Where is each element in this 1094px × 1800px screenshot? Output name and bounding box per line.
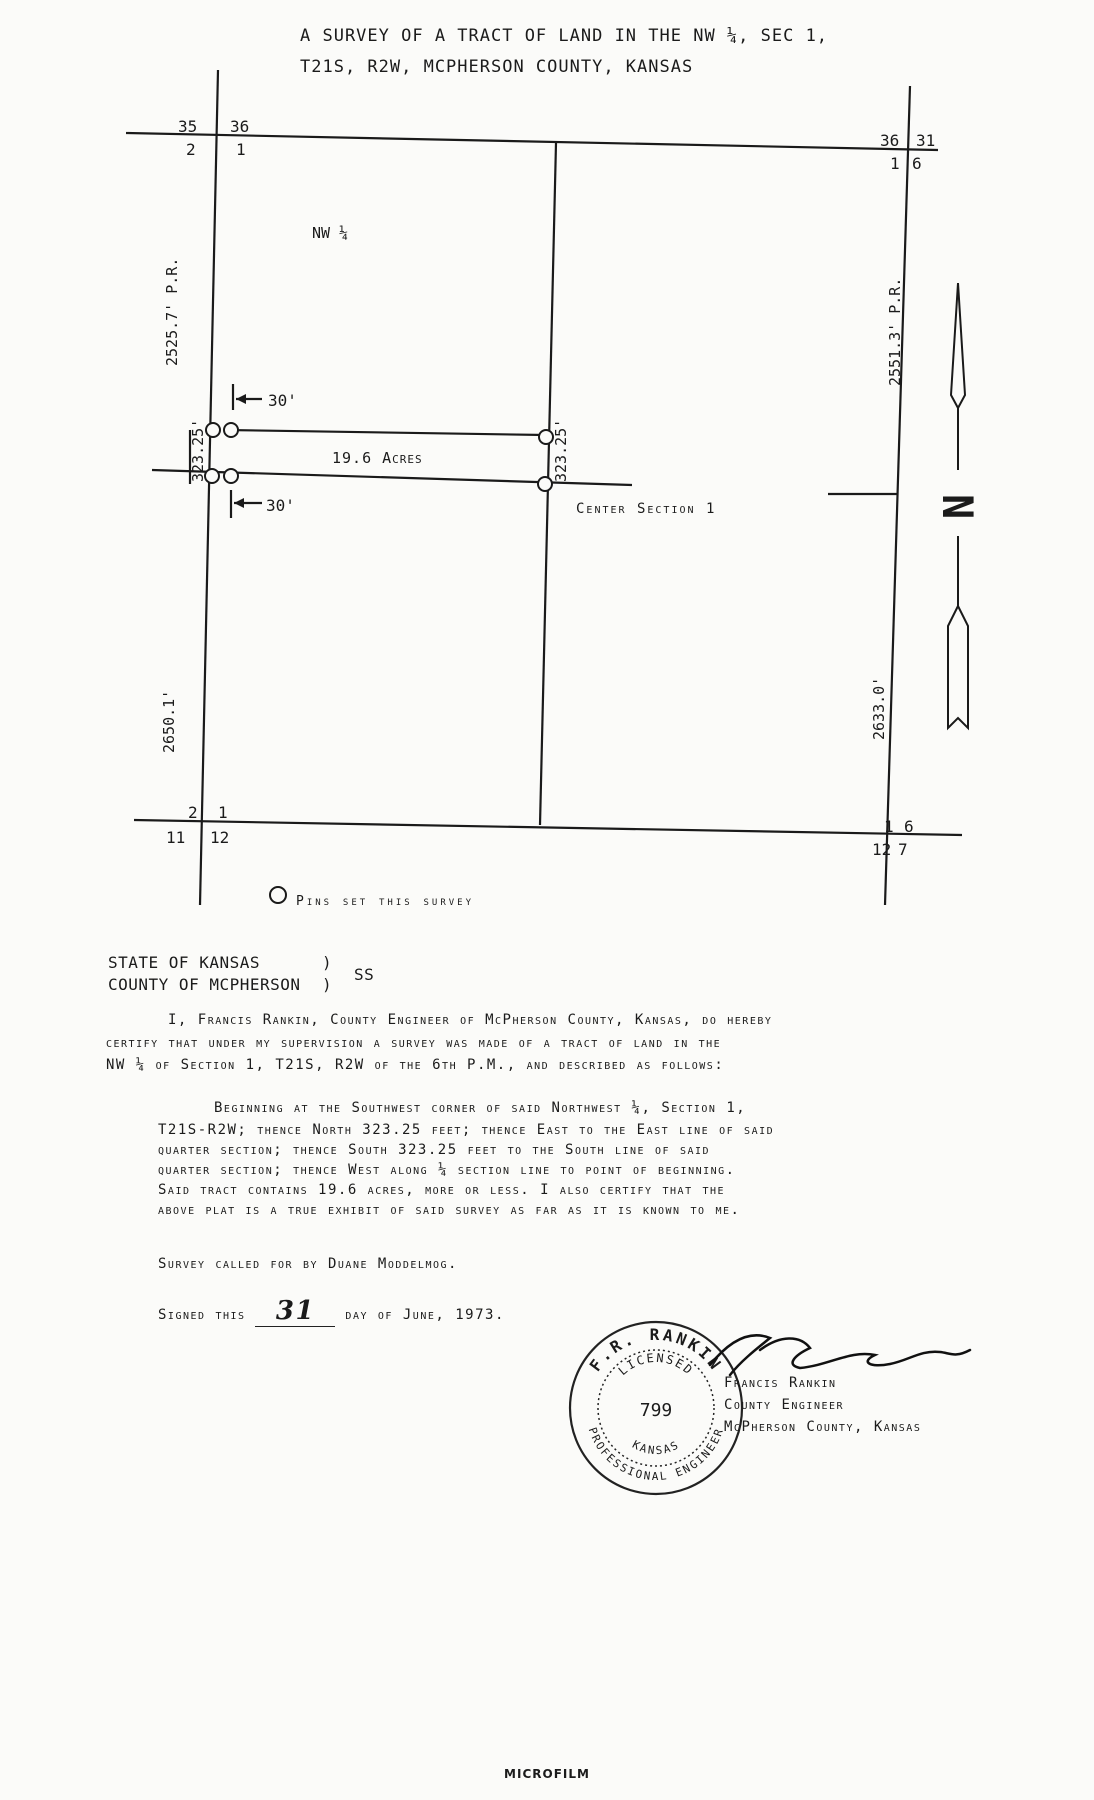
description-line-6: above plat is a true exhibit of said survey as far as it is known to me.: [158, 1202, 741, 1218]
pin-sw-1: [205, 469, 219, 483]
signed-prefix: Signed this: [158, 1307, 246, 1323]
west-line-lower-dim: 2650.1': [160, 689, 178, 753]
corner-sw-bl: 11: [166, 828, 186, 847]
south-section-line: [134, 820, 962, 835]
corner-nw-tr: 36: [230, 117, 250, 136]
corner-sw-tl: 2: [188, 803, 198, 822]
corner-nw-bl: 2: [186, 140, 196, 159]
corner-ne-tr: 31: [916, 131, 936, 150]
description-line-4: quarter section; thence West along ¼ section line to point of beginning.: [158, 1162, 736, 1178]
certificate-line-2: certify that under my supervision a survey was made of a tract of land in the: [106, 1035, 722, 1051]
east-line-upper-dim: 2551.3' P.R.: [886, 277, 904, 386]
tract-east-dim: 323.25': [552, 418, 570, 482]
west-section-line: [200, 70, 218, 905]
microfilm-stamp: MICROFILM: [504, 1767, 590, 1781]
title-line-1: A SURVEY OF A TRACT OF LAND IN THE NW ¼, SEC 1,: [300, 26, 829, 46]
pin-sw-2: [224, 469, 238, 483]
offset-arrow-bottom: [234, 498, 244, 508]
venue-county: COUNTY OF MCPHERSON: [108, 975, 301, 994]
title-line-2: T21S, R2W, MCPHERSON COUNTY, KANSAS: [300, 57, 694, 77]
corner-se-tl: 1: [884, 817, 894, 836]
corner-sw-br: 12: [210, 828, 230, 847]
north-label: N: [933, 494, 982, 520]
offset-bottom-label: 30': [266, 496, 295, 515]
tract-north-line: [226, 430, 545, 435]
description-line-3: quarter section; thence South 323.25 feet to the South line of said: [158, 1142, 711, 1158]
certificate-line-3: NW ¼ of Section 1, T21S, R2W of the 6th P.M., and described as follows:: [106, 1057, 725, 1073]
signatory-title: County Engineer: [724, 1397, 845, 1413]
offset-top-label: 30': [268, 391, 297, 410]
tract-west-dim: 323.25': [189, 418, 207, 482]
corner-nw-br: 1: [236, 140, 246, 159]
corner-se-tr: 6: [904, 817, 914, 836]
called-for-line: Survey called for by Duane Moddelmog.: [158, 1256, 458, 1272]
corner-se-bl: 12: [872, 840, 892, 859]
venue-ss: SS: [354, 965, 375, 984]
quarter-label: NW ¼: [312, 224, 349, 242]
svg-text:LICENSED: LICENSED: [615, 1350, 697, 1379]
center-section-label: Center Section 1: [576, 501, 717, 517]
corner-ne-br: 6: [912, 154, 922, 173]
pin-nw-1: [206, 423, 220, 437]
legend-label: Pins set this survey: [296, 894, 475, 909]
venue-paren-top: ): [322, 953, 333, 972]
signed-line: [158, 1296, 505, 1327]
offset-arrow-top: [236, 394, 246, 404]
certificate-line-1: I, Francis Rankin, County Engineer of McPherson County, Kansas, do hereby: [168, 1012, 773, 1028]
corner-ne-bl: 1: [890, 154, 900, 173]
svg-text:KANSAS: KANSAS: [630, 1437, 682, 1458]
pin-se: [538, 477, 552, 491]
pin-ne: [539, 430, 553, 444]
east-section-line: [885, 86, 910, 905]
north-arrow: [933, 283, 982, 728]
description-line-5: Said tract contains 19.6 acres, more or less. I also certify that the: [158, 1182, 726, 1198]
tract-area-label: 19.6 Acres: [332, 449, 423, 467]
corner-se-br: 7: [898, 840, 908, 859]
pin-nw-2: [224, 423, 238, 437]
legend-pin-icon: [270, 887, 286, 903]
signed-day: 31: [255, 1296, 335, 1327]
corner-sw-tr: 1: [218, 803, 228, 822]
venue-paren-bottom: ): [322, 975, 333, 994]
description-line-1: Beginning at the Southwest corner of said Northwest ¼, Section 1,: [214, 1100, 747, 1116]
corner-ne-tl: 36: [880, 131, 900, 150]
signatory-name: Francis Rankin: [724, 1375, 837, 1391]
corner-nw-tl: 35: [178, 117, 198, 136]
east-line-lower-dim: 2633.0': [870, 676, 888, 740]
description-line-2: T21S-R2W; thence North 323.25 feet; thence East to the East line of said: [158, 1122, 775, 1138]
venue-state: STATE OF KANSAS: [108, 953, 260, 972]
signatory-county: McPherson County, Kansas: [724, 1419, 922, 1435]
west-line-upper-dim: 2525.7' P.R.: [163, 257, 181, 366]
svg-text:F.R. RANKIN: F.R. RANKIN: [585, 1325, 727, 1375]
svg-text:PROFESSIONAL ENGINEER: PROFESSIONAL ENGINEER: [585, 1425, 727, 1483]
seal-number: 799: [639, 1400, 673, 1421]
signed-suffix: day of June, 1973.: [345, 1307, 505, 1323]
